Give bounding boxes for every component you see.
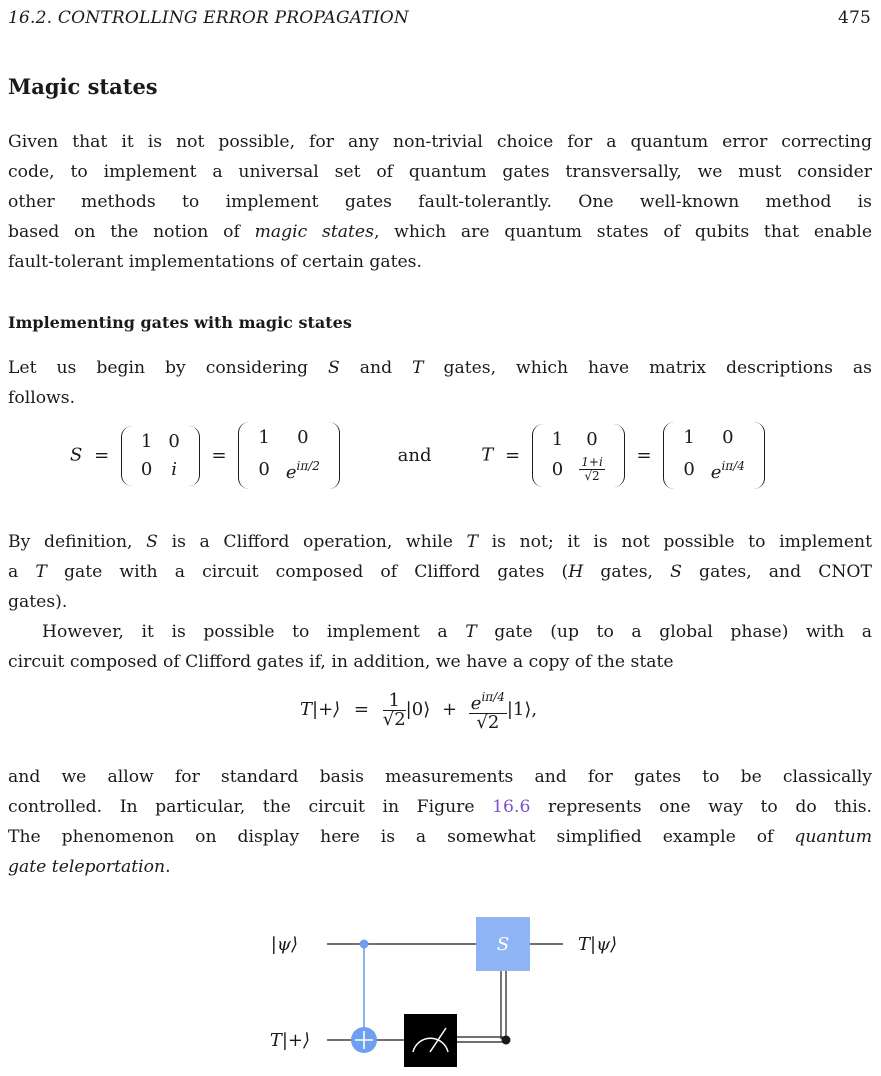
input-bottom-label: T|+⟩ xyxy=(269,1030,310,1051)
measurement-icon xyxy=(404,1014,457,1067)
output-top-label: T|ψ⟩ xyxy=(578,934,618,955)
page-number: 475 xyxy=(837,8,871,28)
frac-phase-sqrt2: $\frac{e^{i\pi/4}}{√2}$ xyxy=(470,690,505,733)
math-s: S xyxy=(328,358,340,378)
eq-s-lhs: S xyxy=(70,444,83,466)
text-line: a T gate with a circuit composed of Clifford gates (H gates, S gates, and CNOT xyxy=(8,562,872,582)
state-lhs: T|+⟩ xyxy=(300,699,341,720)
frac-1-sqrt2: $\frac{1}{√2}$ xyxy=(382,689,406,730)
text-line: However, it is possible to implement a T gate (up to a global phase) with a xyxy=(42,622,872,642)
eq-t-lhs: T xyxy=(481,444,494,466)
term-magic-states: magic states xyxy=(254,222,374,242)
text-line: gate teleportation. xyxy=(8,857,171,877)
term-quantum: quantum xyxy=(794,827,872,847)
text-line: The phenomenon on display here is a somewhat simplified example of quantum xyxy=(8,827,872,847)
text-line: gates). xyxy=(8,592,68,612)
eq-equals: = xyxy=(94,444,110,466)
text-line: code, to implement a universal set of quantum gates transversally, we must consider xyxy=(8,162,872,182)
text-line: Given that it is not possible, for any non-trivial choice for a quantum error correcting xyxy=(8,132,872,152)
s-gate-label: S xyxy=(496,934,510,955)
ket-0: |0⟩ xyxy=(405,699,431,720)
cnot-control-dot xyxy=(360,940,369,949)
text-line: and we allow for standard basis measurements and for gates to be classically xyxy=(8,767,872,787)
text-line: other methods to implement gates fault-tolerantly. One well-known method is xyxy=(8,192,872,212)
subsection-title: Implementing gates with magic states xyxy=(8,313,352,332)
text-line: controlled. In particular, the circuit in Figure 16.6 represents one way to do this. xyxy=(8,797,872,817)
math-t: T xyxy=(412,358,424,378)
matrix-t-2: 1 0 0 $e^{i\pi/4}$ xyxy=(663,424,765,487)
text-line: circuit composed of Clifford gates if, in addition, we have a copy of the state xyxy=(8,652,674,672)
text-fragment: based on the notion of xyxy=(8,222,255,242)
text-fragment: Let us begin by considering xyxy=(8,358,328,378)
ket-1: |1⟩, xyxy=(506,699,538,720)
text-line: By definition, S is a Clifford operation, while T is not; it is not possible to implement xyxy=(8,532,873,552)
text-fragment: , which are quantum states of qubits that enable xyxy=(373,222,872,242)
running-head-section: 16.2. CONTROLLING ERROR PROPAGATION xyxy=(8,8,409,28)
text-fragment: gates, which have matrix descriptions as xyxy=(423,358,873,378)
text-line: follows. xyxy=(8,388,76,408)
text-fragment: and xyxy=(339,358,413,378)
eq-and: and xyxy=(397,444,432,466)
classical-control-dot xyxy=(502,1036,511,1045)
matrix-s-1: 1 0 0 i xyxy=(121,428,200,484)
eq-equals: = xyxy=(211,444,227,466)
term-gate-teleportation: gate teleportation xyxy=(8,857,166,877)
plus-sign: + xyxy=(441,699,458,720)
figure-link[interactable]: 16.6 xyxy=(492,797,531,817)
input-top-label: |ψ⟩ xyxy=(270,934,298,955)
eq-equals: = xyxy=(636,444,652,466)
matrix-t-1: 1 0 0 $\frac{1+i}{√2}$ xyxy=(532,426,625,485)
section-title: Magic states xyxy=(8,74,158,99)
eq-equals: = xyxy=(504,444,521,466)
text-line: fault-tolerant implementations of certain gates. xyxy=(8,252,422,272)
eq-equals: = xyxy=(353,699,370,720)
matrix-s-2: 1 0 0 $e^{i\pi/2}$ xyxy=(238,424,340,487)
